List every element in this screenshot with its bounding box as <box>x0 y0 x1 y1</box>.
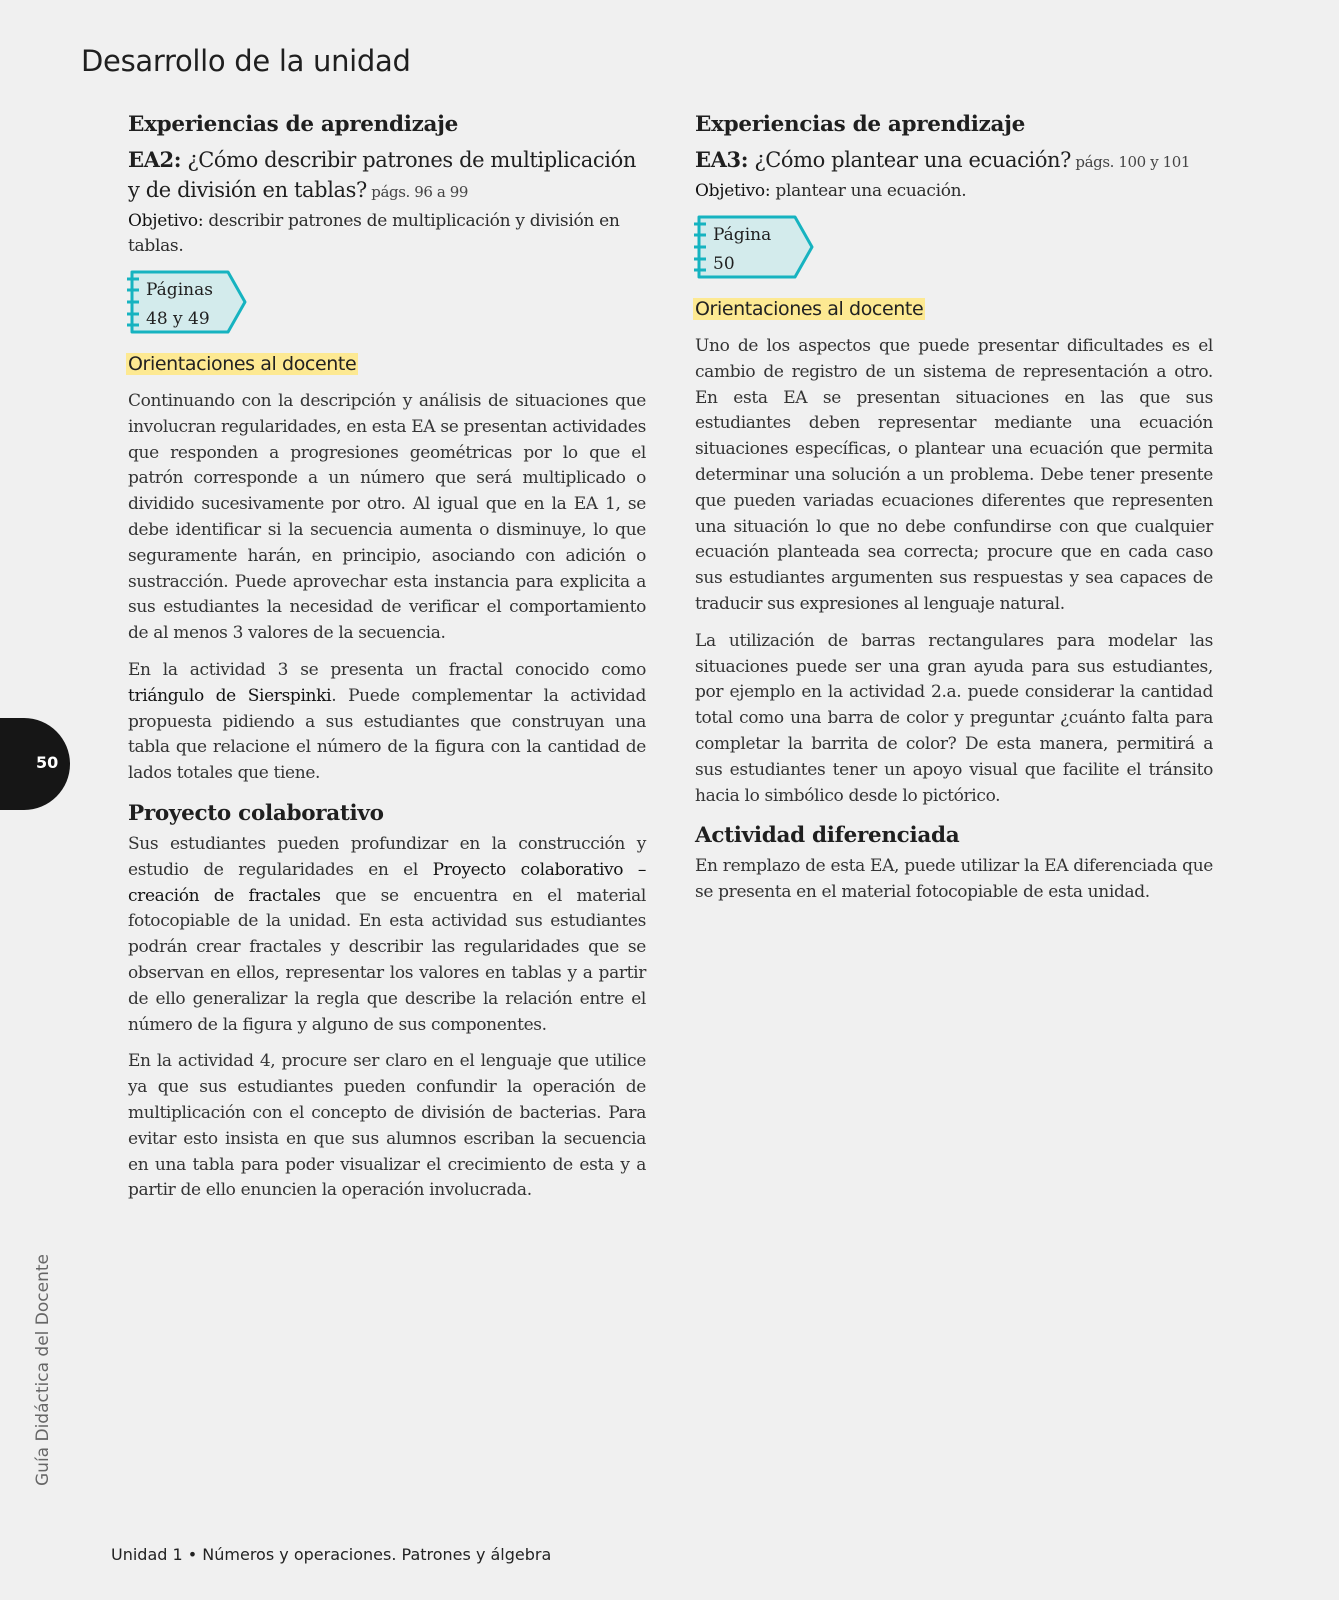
orientaciones-heading: Orientaciones al docente <box>128 353 357 375</box>
paragraph: En la actividad 4, procure ser claro en el lenguaje que utilice ya que sus estudiantes pueden confundir la operación de multiplicación con el concepto de división de bacterias. Para evitar esto insista en que sus alumnos escriban la secuencia en una tabla para poder visualizar el crecimiento de esta y a partir de ello enuncien la operación involucrada. <box>128 1051 646 1201</box>
objetivo-text: describir patrones de multiplicación y división en tablas. <box>128 211 620 256</box>
tag-line-1: Página <box>713 225 772 245</box>
objetivo-text: plantear una ecuación. <box>770 181 967 201</box>
ea-title <box>128 145 646 207</box>
emphasis-text: triángulo de Sierspinki <box>128 685 332 706</box>
ea-code: EA2: <box>128 147 182 172</box>
paragraph: En remplazo de esta EA, puede utilizar la EA diferenciada que se presenta en el material fotocopiable de esta unidad. <box>695 856 1213 903</box>
left-column <box>128 112 646 1215</box>
objetivo-label: Objetivo: <box>128 211 204 231</box>
paragraph: La utilización de barras rectangulares para modelar las situaciones puede ser una gran ayuda para sus estudiantes, por ejemplo en la actividad 2.a. puede considerar la cantidad total como una barra de color y preguntar ¿cuánto falta para completar la barrita de color? De esta manera, permitirá a sus estudiantes tener un apoyo visual que facilite el tránsito hacia lo simbólico desde lo pictórico. <box>695 630 1213 806</box>
ea-title <box>695 145 1213 177</box>
proyecto-heading: Proyecto colaborativo <box>128 800 384 826</box>
section-title: Experiencias de aprendizaje <box>695 112 1026 137</box>
paragraph <box>128 832 646 1038</box>
paragraph: Continuando con la descripción y análisis de situaciones que involucran regularidades, en esta EA se presentan actividades que responden a progresiones geométricas por lo que el patrón corresponde a un número que será multiplicado o dividido sucesivamente por otro. Al igual que en la EA 1, se debe identificar si la secuencia aumenta o disminuye, lo que seguramente harán, en principio, asociando con adición o sustracción. Puede aprovechar esta instancia para explicita a sus estudiantes la necesidad de verificar el comportamiento de al menos 3 valores de la secuencia. <box>128 391 646 644</box>
page-tag <box>693 214 815 280</box>
paragraph: Uno de los aspectos que puede presentar dificultades es el cambio de registro de un sistema de representación a otro. En esta EA se presentan situaciones en las que sus estudiantes deben representar mediante una ecuación situaciones específicas, o plantear una ecuación que permita determinar una solución a un problema. Debe tener presente que pueden variadas ecuaciones diferentes que representen una situación lo que no debe confundirse con que cualquier ecuación planteada sea correcta; procure que en cada caso sus estudiantes argumenten sus respuestas y sea capaces de traducir sus expresiones al lenguaje natural. <box>695 336 1213 614</box>
tag-line-2: 50 <box>713 254 735 274</box>
paragraph-text: que se encuentra en el material fotocopiable de la unidad. En esta actividad sus estudiantes podrán crear fractales y describir las regularidades que se observan en ellos, representar los valores en tablas y a partir de ello generalizar la regla que describe la relación entre el número de la figura y alguno de sus componentes. <box>128 885 646 1035</box>
ea-pages: págs. 96 a 99 <box>366 183 469 201</box>
page-number: 50 <box>36 753 59 772</box>
paragraph <box>128 658 646 787</box>
section-title: Experiencias de aprendizaje <box>128 112 459 137</box>
page-number-tab <box>0 718 70 810</box>
tag-line-1: Páginas <box>146 280 213 300</box>
objetivo-label: Objetivo: <box>695 181 771 201</box>
emphasis-text: Proyecto colaborativo – creación de fractales <box>128 859 647 906</box>
paragraph-text: En la actividad 3 se presenta un fractal conocido como <box>128 659 646 680</box>
footer: Unidad 1 • Números y operaciones. Patrones y álgebra <box>111 1545 552 1564</box>
tag-text <box>713 221 771 279</box>
ea-pages: págs. 100 y 101 <box>1071 153 1191 171</box>
paragraph-text: . Puede complementar la actividad propuesta pidiendo a sus estudiantes que construyan una tabla que relacione el número de la figura con la cantidad de lados totales que tiene. <box>128 685 647 784</box>
objetivo <box>128 209 646 259</box>
tag-line-2: 48 y 49 <box>146 309 210 329</box>
orientaciones-heading: Orientaciones al docente <box>695 298 924 320</box>
page-title: Desarrollo de la unidad <box>81 44 411 78</box>
ea-code: EA3: <box>695 147 749 172</box>
ea-question: ¿Cómo plantear una ecuación? <box>748 148 1072 172</box>
side-label: Guía Didáctica del Docente <box>33 1254 53 1486</box>
tag-text <box>146 276 213 334</box>
actividad-heading: Actividad diferenciada <box>695 823 960 849</box>
page-tag <box>126 269 248 335</box>
objetivo <box>695 179 1213 204</box>
ea-question: ¿Cómo describir patrones de multiplicación y de división en tablas? <box>128 148 636 202</box>
paragraph-text: Sus estudiantes pueden profundizar en la construcción y estudio de regularidades en el <box>128 833 646 880</box>
right-column <box>695 112 1213 917</box>
